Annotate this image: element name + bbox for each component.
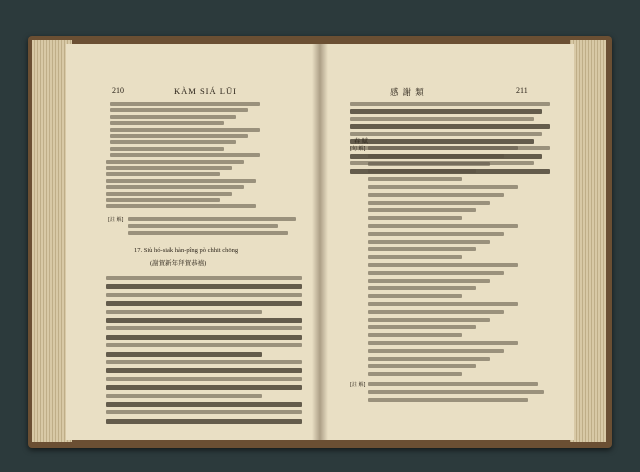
text-line — [368, 364, 476, 368]
text-line — [128, 231, 288, 235]
right-label-2: [註 解] — [350, 382, 366, 388]
text-line — [368, 216, 462, 220]
text-line — [110, 115, 236, 119]
right-page — [320, 44, 574, 440]
text-line — [368, 294, 462, 298]
text-line — [106, 198, 220, 202]
text-line — [368, 398, 528, 402]
text-line — [110, 134, 248, 138]
text-line — [368, 357, 490, 361]
left-running-title: KÀM SIÁ LŪI — [174, 86, 237, 96]
text-line — [368, 310, 504, 314]
text-line — [350, 139, 534, 144]
left-page — [66, 44, 322, 440]
text-line — [128, 217, 296, 221]
text-line — [106, 343, 302, 347]
text-line — [368, 325, 476, 329]
left-annotation-label: [註 解] — [108, 217, 124, 223]
text-line — [368, 162, 490, 166]
text-line — [368, 208, 476, 212]
text-line — [106, 160, 244, 164]
text-line — [368, 177, 462, 181]
text-line — [368, 333, 462, 337]
text-line — [106, 293, 302, 297]
text-line — [106, 394, 262, 398]
text-line — [110, 102, 260, 106]
text-line — [368, 154, 504, 158]
text-line — [368, 271, 504, 275]
text-line — [106, 419, 302, 424]
text-line — [368, 318, 490, 322]
text-line — [106, 310, 262, 314]
text-line — [106, 179, 256, 183]
text-line — [368, 201, 490, 205]
text-line — [110, 108, 248, 112]
text-line — [368, 382, 538, 386]
text-line — [110, 153, 260, 157]
text-line — [106, 326, 302, 330]
text-line — [368, 224, 518, 228]
text-line — [128, 224, 278, 228]
text-line — [106, 377, 302, 381]
text-line — [368, 349, 504, 353]
text-line — [106, 301, 302, 306]
right-label-1: [句 解] — [350, 146, 366, 152]
right-running-title: 感 謝 類 — [390, 87, 425, 97]
text-line — [106, 192, 232, 196]
text-line — [350, 132, 542, 136]
text-line — [350, 117, 534, 121]
text-line — [350, 124, 550, 129]
left-page-number: 210 — [112, 86, 124, 95]
text-line — [368, 169, 476, 173]
text-line — [350, 102, 550, 106]
text-line — [106, 172, 220, 176]
text-line — [368, 255, 462, 259]
text-line — [106, 284, 302, 289]
text-line — [368, 240, 490, 244]
text-line — [106, 410, 302, 414]
text-line — [368, 286, 476, 290]
text-line — [368, 279, 490, 283]
text-line — [368, 232, 504, 236]
text-line — [106, 402, 302, 407]
section-heading: 17. Siù hó-sia̍k hàn-pîng pò chhit chōng — [134, 247, 239, 254]
text-line — [368, 302, 518, 306]
text-line — [368, 146, 518, 150]
text-line — [368, 372, 462, 376]
text-line — [106, 360, 302, 364]
text-line — [106, 276, 302, 280]
text-line — [106, 335, 302, 340]
text-line — [106, 368, 302, 373]
text-line — [350, 109, 542, 114]
section-subheading: (謝賀新年拜賀恭禧) — [150, 260, 207, 267]
right-page-edges — [570, 40, 606, 442]
right-page-number: 211 — [516, 86, 528, 95]
text-line — [368, 247, 476, 251]
text-line — [110, 140, 236, 144]
right-label-3: 春 賦 — [354, 138, 368, 145]
text-line — [106, 385, 302, 390]
text-line — [368, 390, 544, 394]
text-line — [368, 341, 518, 345]
text-line — [368, 185, 518, 189]
text-line — [110, 128, 260, 132]
text-line — [368, 263, 518, 267]
text-line — [106, 318, 302, 323]
text-line — [106, 166, 232, 170]
text-line — [106, 185, 244, 189]
text-line — [106, 204, 256, 208]
text-line — [106, 352, 262, 357]
text-line — [110, 121, 224, 125]
text-line — [110, 147, 224, 151]
text-line — [368, 193, 504, 197]
